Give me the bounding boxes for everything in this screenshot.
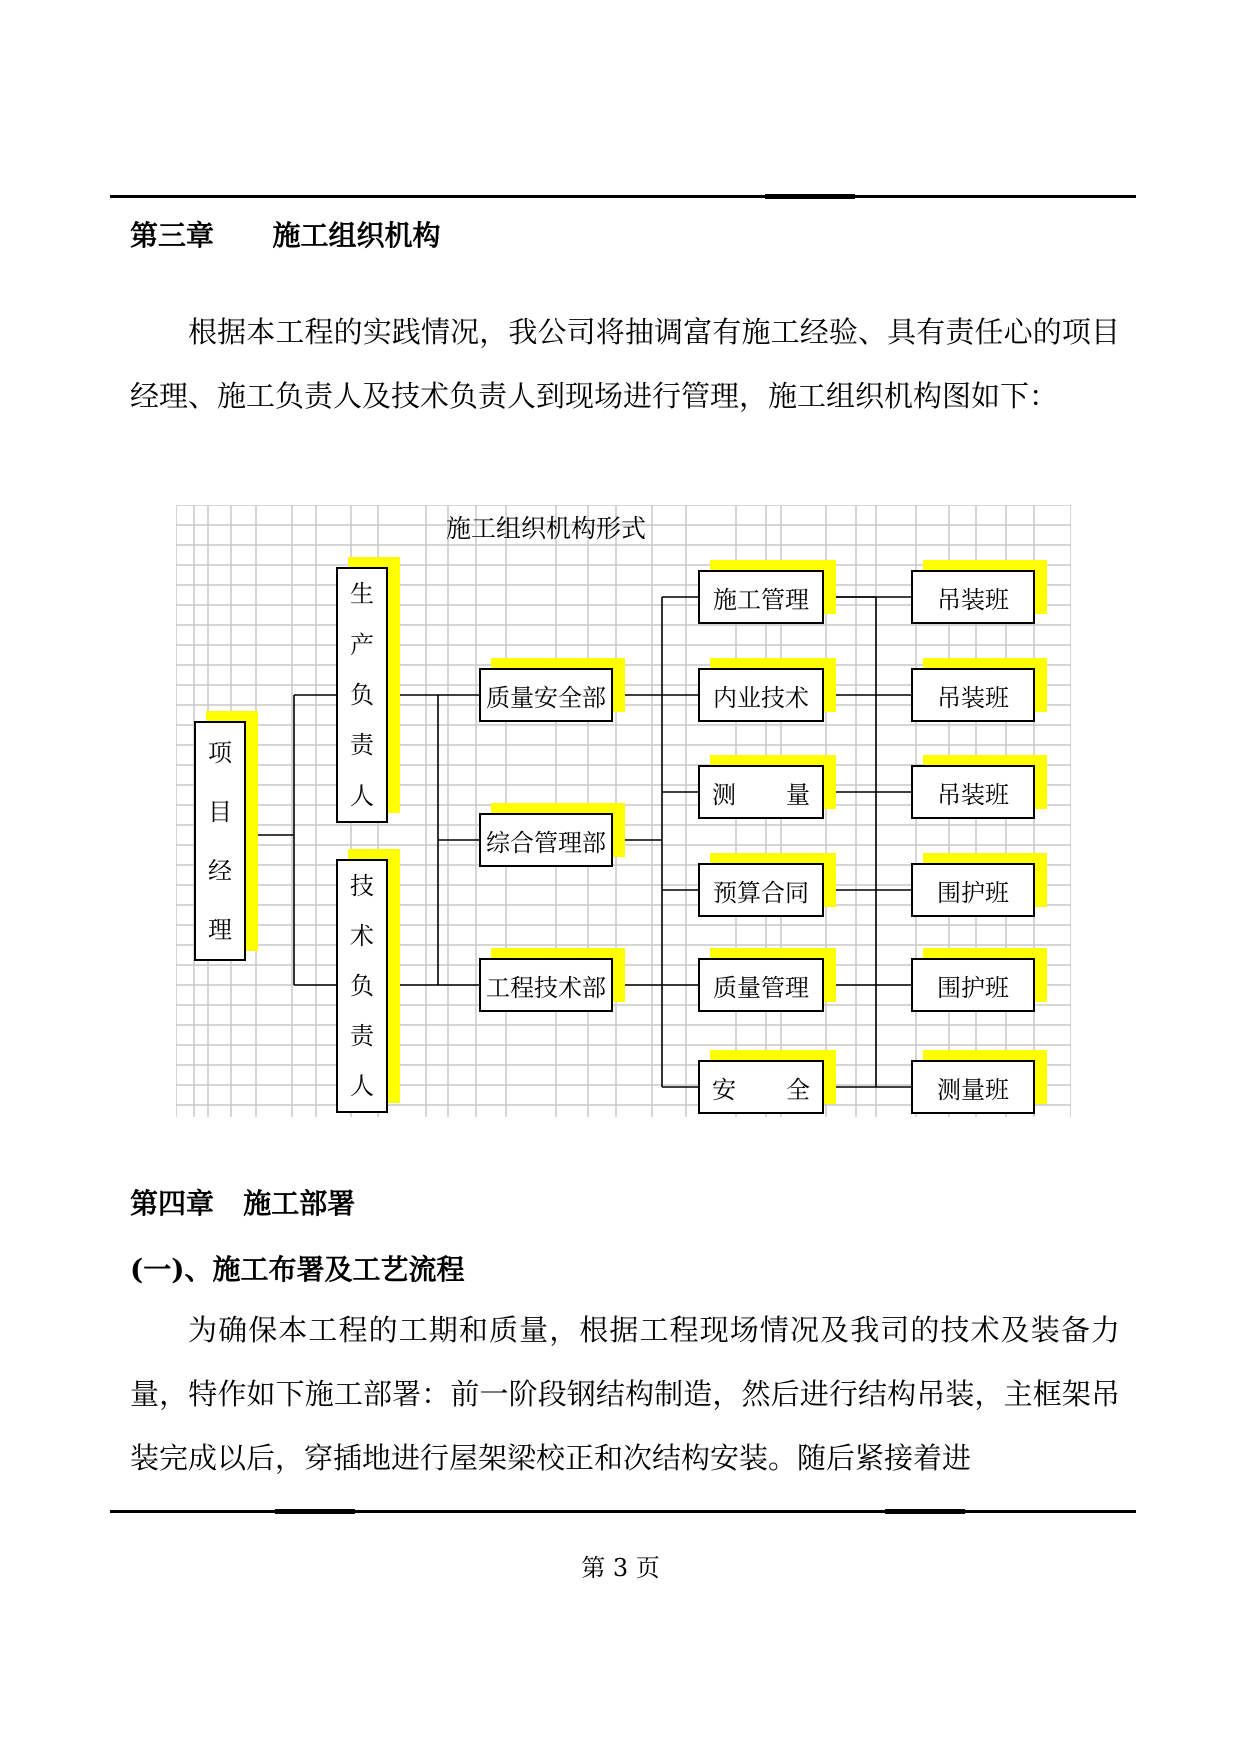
org-node: [698, 668, 824, 722]
org-node-label: 经: [208, 856, 232, 885]
org-node-label: 技: [350, 872, 374, 900]
org-node-label: 预算合同: [713, 878, 809, 907]
org-node-label: 安: [712, 1075, 736, 1104]
org-node: [698, 863, 824, 917]
org-node: [911, 570, 1035, 624]
chapter-4-heading: [130, 1182, 355, 1222]
org-node-label: 量: [786, 780, 810, 809]
chapter-3-title: 施工组织机构: [272, 219, 441, 252]
org-node: [698, 570, 824, 624]
org-node-label: 吊装班: [937, 683, 1009, 712]
page-footer: [0, 1548, 1241, 1583]
org-node-label: 测: [712, 780, 736, 809]
org-node: [911, 958, 1035, 1012]
org-node-label: 生: [350, 580, 374, 609]
org-node-label: 理: [208, 915, 232, 944]
org-chart: [176, 505, 1071, 1117]
intro-paragraph: 根据本工程的实践情况，我公司将抽调富有施工经验、具有责任心的项目经理、施工负责人及技术负责人到现场进行管理，施工组织机构图如下：: [130, 315, 1120, 413]
org-node-label: 术: [350, 922, 374, 950]
org-node-label: 负: [350, 972, 374, 1000]
org-node: [911, 765, 1035, 819]
section-1-label: (一)、: [130, 1253, 213, 1286]
org-node-label: 综合管理部: [486, 828, 606, 857]
org-node-label: 人: [350, 781, 374, 810]
footer-prefix: 第: [581, 1554, 606, 1582]
org-node-label: 质量管理: [713, 973, 809, 1002]
org-node-label: 人: [350, 1072, 374, 1100]
org-node: [479, 813, 613, 867]
org-node-label: 围护班: [937, 878, 1009, 907]
org-node-label: 吊装班: [937, 585, 1009, 614]
org-node: [479, 958, 613, 1012]
footer-suffix: 页: [635, 1554, 660, 1582]
org-node: [479, 668, 613, 722]
footer-rule: [110, 1510, 1136, 1513]
org-node: [336, 567, 388, 823]
org-node: [911, 668, 1035, 722]
org-node-label: 施工管理: [713, 585, 809, 614]
chapter-3-heading: [130, 214, 441, 254]
header-rule: [110, 195, 1136, 198]
page-number: 3: [612, 1554, 629, 1582]
org-node-label: 内业技术: [713, 683, 809, 712]
org-chart-title: 施工组织机构形式: [445, 514, 646, 543]
org-node: [911, 1060, 1035, 1114]
org-node-label: 产: [350, 630, 374, 659]
org-node-label: 负: [350, 680, 374, 709]
org-node-label: 质量安全部: [486, 683, 606, 712]
org-node-label: 全: [786, 1075, 810, 1104]
section-1-heading: [130, 1248, 465, 1288]
deployment-paragraph: 为确保本工程的工期和质量，根据工程现场情况及我司的技术及装备力量，特作如下施工部署：前一阶段钢结构制造，然后进行结构吊装，主框架吊装完成以后，穿插地进行屋架梁校正和次结构安装。随后紧接着进: [130, 1313, 1120, 1475]
org-node: [911, 863, 1035, 917]
org-node-label: 工程技术部: [486, 973, 606, 1002]
org-node-label: 责: [350, 1022, 374, 1050]
org-node: [698, 1060, 824, 1114]
org-node-label: 吊装班: [937, 780, 1009, 809]
chapter-4-label: 第四章: [130, 1187, 215, 1220]
org-node-label: 责: [350, 731, 374, 760]
org-node: [698, 765, 824, 819]
org-node: [194, 721, 246, 961]
org-node-label: 测量班: [937, 1075, 1009, 1104]
org-node: [698, 958, 824, 1012]
org-node-label: 围护班: [937, 973, 1009, 1002]
chapter-3-label: 第三章: [130, 219, 215, 252]
org-node: [336, 859, 388, 1113]
chapter-4-title: 施工部署: [243, 1187, 356, 1220]
org-node-label: 项: [208, 738, 232, 767]
org-node-label: 目: [208, 797, 232, 826]
section-1-title: 施工布署及工艺流程: [212, 1253, 465, 1286]
